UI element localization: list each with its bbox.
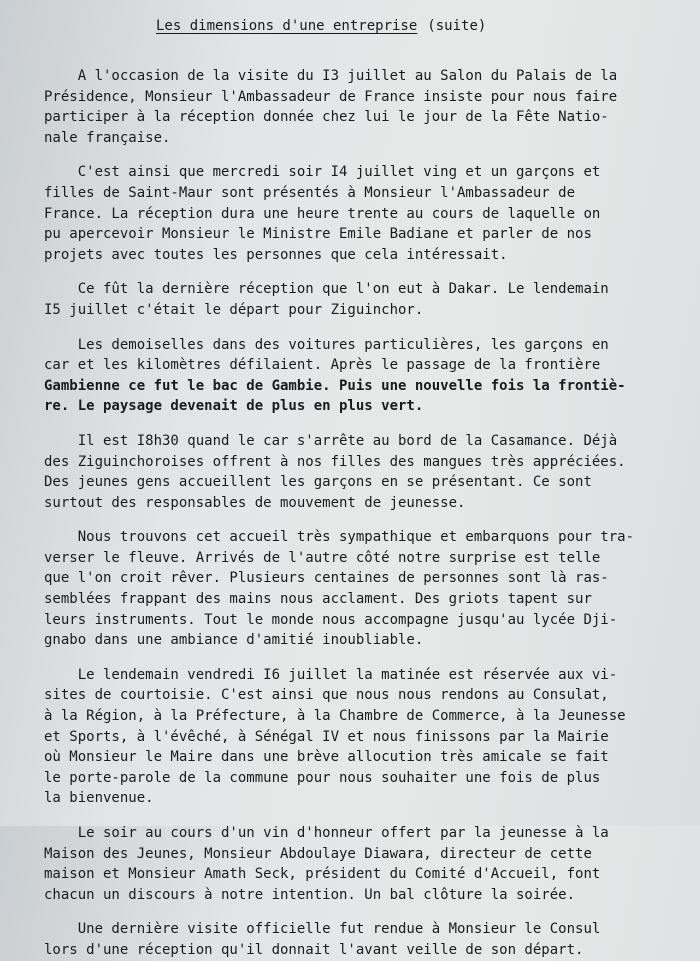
- text-line: Nous trouvons cet accueil très sympathique et embarquons pour tra-: [44, 529, 635, 546]
- text-line: Présidence, Monsieur l'Ambassadeur de France insiste pour nous faire: [44, 88, 618, 105]
- text-line: C'est ainsi que mercredi soir I4 juillet ving et un garçons et: [44, 164, 601, 181]
- paragraph: [44, 335, 680, 417]
- text-line: des Ziguinchoroises offrent à nos filles des mangues très appréciées.: [44, 453, 626, 470]
- paragraph: [44, 66, 680, 148]
- text-line: sites de courtoisie. C'est ainsi que nous nous rendons au Consulat,: [44, 687, 609, 704]
- paragraph: [44, 527, 680, 651]
- paragraph: [44, 162, 680, 265]
- text-line: Des jeunes gens accueillent les garçons en se présentant. Ce sont: [44, 474, 592, 491]
- paragraph: [44, 823, 680, 905]
- text-line: Les demoiselles dans des voitures particulières, les garçons en: [44, 336, 609, 353]
- text-line: maison et Monsieur Amath Seck, président du Comité d'Accueil, font: [44, 866, 601, 883]
- text-line: et Sports, à l'évêché, à Sénégal IV et nous finissons par la Mairie: [44, 728, 609, 745]
- document-title: Les dimensions d'une entreprise: [156, 18, 418, 34]
- text-line: leurs instruments. Tout le monde nous accompagne jusqu'au lycée Dji-: [44, 611, 618, 628]
- text-line: semblées frappant des mains nous acclament. Des griots tapent sur: [44, 591, 592, 608]
- text-line: gnabo dans une ambiance d'amitié inoubliable.: [44, 632, 424, 649]
- text-line: nale française.: [44, 129, 171, 146]
- text-line: lors d'une réception qu'il donnait l'avant veille de son départ.: [44, 941, 584, 958]
- paragraph: [44, 665, 680, 809]
- paragraph: [44, 279, 680, 320]
- text-line: Il est I8h30 quand le car s'arrête au bord de la Casamance. Déjà: [44, 432, 618, 449]
- text-line: Gambienne ce fut le bac de Gambie. Puis une nouvelle fois la frontiè-: [44, 377, 626, 394]
- text-line: le porte-parole de la commune pour nous souhaiter une fois de plus: [44, 769, 601, 786]
- text-line: la bienvenue.: [44, 790, 154, 807]
- text-line: verser le fleuve. Arrivés de l'autre côté notre surprise est telle: [44, 549, 601, 566]
- document-title-suffix: (suite): [427, 18, 487, 34]
- text-line: pu apercevoir Monsieur le Ministre Emile Badiane et parler de nos: [44, 226, 592, 243]
- document-body: [44, 66, 680, 961]
- text-line: participer à la réception donnée chez lui le jour de la Fête Natio-: [44, 109, 609, 126]
- text-line: car et les kilomètres défilaient. Après le passage de la frontière: [44, 357, 601, 374]
- title-line: [156, 16, 680, 36]
- text-line: projets avec toutes les personnes que cela intéressait.: [44, 246, 508, 263]
- text-line: Le soir au cours d'un vin d'honneur offert par la jeunesse à la: [44, 825, 609, 841]
- text-line: que l'on croit rêver. Plusieurs centaines de personnes sont là ras-: [44, 570, 609, 587]
- text-line: surtout des responsables de mouvement de jeunesse.: [44, 494, 466, 511]
- text-line: filles de Saint-Maur sont présentés à Monsieur l'Ambassadeur de: [44, 184, 576, 201]
- text-line: I5 juillet c'était le départ pour Ziguinchor.: [44, 301, 424, 318]
- text-line: A l'occasion de la visite du I3 juillet au Salon du Palais de la: [44, 68, 618, 84]
- text-line: re. Le paysage devenait de plus en plus vert.: [44, 398, 424, 415]
- text-line: Une dernière visite officielle fut rendue à Monsieur le Consul: [44, 921, 601, 938]
- text-line: Maison des Jeunes, Monsieur Abdoulaye Diawara, directeur de cette: [44, 845, 592, 862]
- text-line: où Monsieur le Maire dans une brève allocution très amicale se fait: [44, 749, 609, 766]
- text-line: à la Région, à la Préfecture, à la Chambre de Commerce, à la Jeunesse: [44, 708, 626, 725]
- text-line: Ce fût la dernière réception que l'on eut à Dakar. Le lendemain: [44, 281, 609, 298]
- text-line: chacun un discours à notre intention. Un bal clôture la soirée.: [44, 886, 576, 903]
- text-line: France. La réception dura une heure trente au cours de laquelle on: [44, 205, 601, 222]
- text-line: Le lendemain vendredi I6 juillet la matinée est réservée aux vi-: [44, 666, 618, 683]
- paragraph: [44, 431, 680, 513]
- paragraph: [44, 919, 680, 960]
